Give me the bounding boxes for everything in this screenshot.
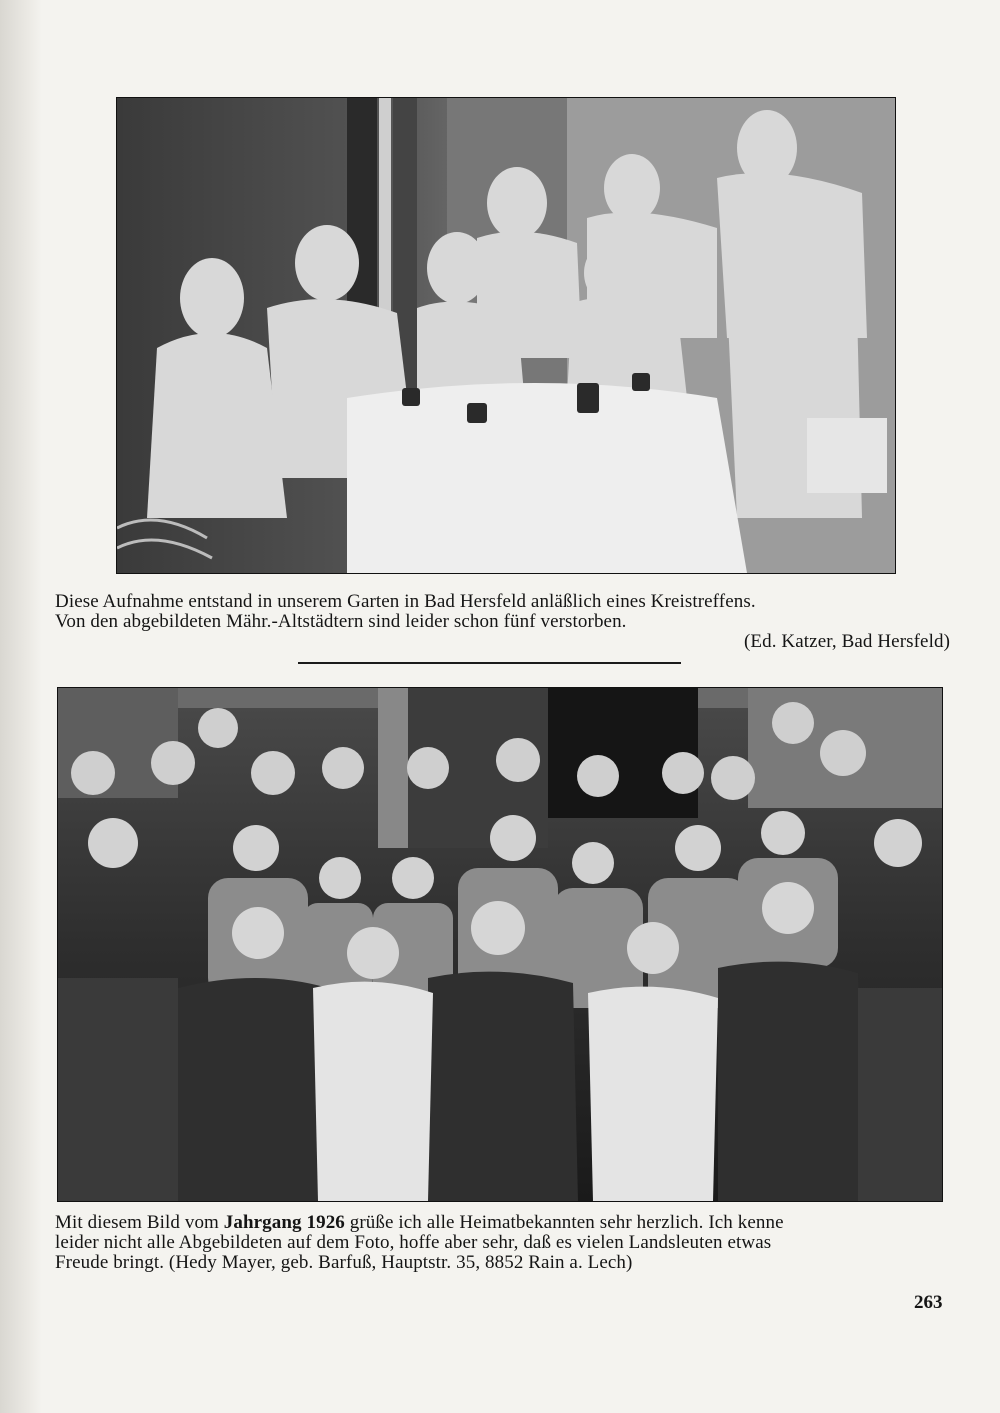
garden-photo-drawing (117, 98, 895, 573)
class-caption-year-bold: Jahrgang 1926 (223, 1212, 345, 1233)
garden-caption-line-2: Von den abgebildeten Mähr.-Altstädtern sind leider schon fünf verstorben. (55, 611, 627, 632)
class-caption-line-2: leider nicht alle Abgebildeten auf dem Foto, hoffe aber sehr, daß es vielen Landsleuten etwas (55, 1232, 772, 1253)
garden-photo-caption (55, 592, 950, 652)
class-caption-line-1-prefix: Mit diesem Bild vom (55, 1212, 224, 1233)
page-binding-edge (0, 0, 42, 1413)
class-caption-line-1 (55, 1213, 955, 1233)
section-divider (298, 662, 681, 664)
class-photo-caption (55, 1213, 955, 1273)
class-caption-line-3: Freude bringt. (Hedy Mayer, geb. Barfuß, Hauptstr. 35, 8852 Rain a. Lech) (55, 1252, 633, 1273)
garden-caption-credit: (Ed. Katzer, Bad Hersfeld) (744, 631, 950, 652)
class-group-photo (57, 687, 943, 1202)
garden-group-photo (116, 97, 896, 574)
class-caption-line-1-suffix: grüße ich alle Heimatbekannten sehr herzlich. Ich kenne (344, 1212, 784, 1233)
class-photo-drawing (58, 688, 942, 1201)
garden-caption-line-1: Diese Aufnahme entstand in unserem Garten in Bad Hersfeld anläßlich eines Kreistreffens. (55, 591, 756, 612)
page-number: 263 (914, 1292, 943, 1313)
